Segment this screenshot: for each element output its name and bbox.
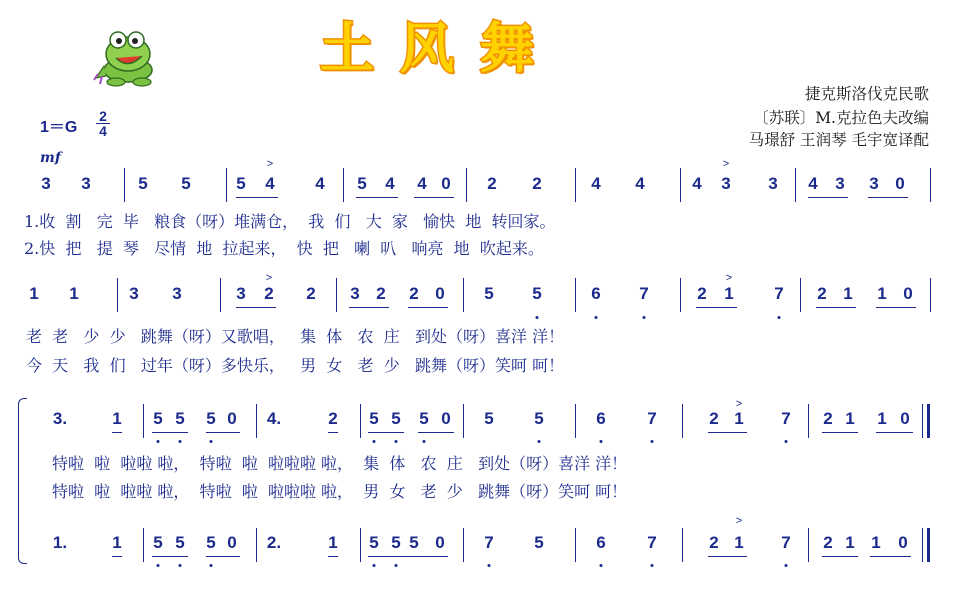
- note: 5: [206, 409, 216, 428]
- accent-mark: >: [725, 272, 733, 284]
- beam-underline: [696, 307, 737, 308]
- note: 5: [391, 533, 401, 552]
- bar-line: [808, 404, 809, 438]
- bar-line: [808, 528, 809, 562]
- octave-dot: [651, 440, 654, 443]
- note: 1: [871, 533, 881, 552]
- note: 3: [129, 284, 139, 303]
- note: 7: [639, 284, 649, 303]
- beam-underline: [708, 432, 747, 433]
- beam-underline: [349, 307, 389, 308]
- beam-underline: [708, 556, 747, 557]
- bar-line: [800, 278, 801, 312]
- bar-line: [463, 278, 464, 312]
- beam-underline: [356, 197, 398, 198]
- note: 4: [808, 174, 818, 193]
- beam-underline: [236, 197, 278, 198]
- octave-dot: [488, 564, 491, 567]
- note: 1: [112, 409, 122, 428]
- lyric-line-3: 老 老 少 少 跳舞（呀）又歌唱， 集 体 农 庄 到处（呀）喜洋 洋！: [26, 327, 565, 346]
- bar-line: [220, 278, 221, 312]
- note: 2: [823, 409, 833, 428]
- note: 1: [877, 409, 887, 428]
- note: 1: [877, 284, 887, 303]
- note: 1: [734, 533, 744, 552]
- beam-underline: [206, 432, 240, 433]
- note: 2: [409, 284, 419, 303]
- note: 6: [591, 284, 601, 303]
- bar-line: [117, 278, 118, 312]
- dynamic-marking: mf: [40, 150, 61, 166]
- note: 3: [768, 174, 778, 193]
- note: 1.: [52, 533, 68, 552]
- note: 4: [385, 174, 395, 193]
- octave-dot: [651, 564, 654, 567]
- lyric-line-6: 特啦 啦 啦啦 啦， 特啦 啦 啦啦啦 啦， 男 女 老 少 跳舞（呀）笑呵 呵！: [52, 482, 628, 501]
- beam-underline: [152, 556, 188, 557]
- bar-line: [575, 278, 576, 312]
- lyric-line-5: 特啦 啦 啦啦 啦， 特啦 啦 啦啦啦 啦， 集 体 农 庄 到处（呀）喜洋 洋！: [52, 454, 628, 473]
- note: 4: [591, 174, 601, 193]
- note: 3.: [52, 409, 68, 428]
- note: 2: [532, 174, 542, 193]
- octave-dot: [210, 564, 213, 567]
- beam-underline: [870, 556, 911, 557]
- beam-underline: [876, 432, 913, 433]
- note: 2: [328, 409, 338, 428]
- note: 5: [153, 533, 163, 552]
- beam-underline: [868, 197, 908, 198]
- note: 2: [306, 284, 316, 303]
- note: 1: [328, 533, 338, 552]
- note: 2: [709, 409, 719, 428]
- note: 4: [315, 174, 325, 193]
- note: 4.: [266, 409, 282, 428]
- note: 7: [484, 533, 494, 552]
- beam-underline: [112, 432, 122, 433]
- note: 0: [898, 533, 908, 552]
- note: 4: [692, 174, 702, 193]
- credit-arranger: 〔苏联〕M.克拉色夫改编: [753, 109, 929, 127]
- note: 5: [181, 174, 191, 193]
- bar-line: [360, 528, 361, 562]
- credit-origin: 捷克斯洛伐克民歌: [804, 85, 929, 103]
- note: 3: [721, 174, 731, 193]
- octave-dot: [179, 564, 182, 567]
- bar-line: [336, 278, 337, 312]
- note: 2: [709, 533, 719, 552]
- lyric-line-2: 2.快 把 提 琴 尽情 地 拉起来， 快 把 喇 叭 响亮 地 吹起来。: [24, 239, 544, 258]
- octave-dot: [536, 316, 539, 319]
- note: 1: [734, 409, 744, 428]
- bar-line: [466, 168, 467, 202]
- accent-mark: >: [266, 158, 274, 170]
- octave-dot: [785, 440, 788, 443]
- bar-line: [124, 168, 125, 202]
- bar-line: [256, 404, 257, 438]
- note: 1: [845, 409, 855, 428]
- note: 5: [419, 409, 429, 428]
- octave-dot: [538, 440, 541, 443]
- note: 7: [781, 409, 791, 428]
- beam-underline: [328, 432, 338, 433]
- note: 4: [265, 174, 275, 193]
- note: 2: [817, 284, 827, 303]
- note: 2: [264, 284, 274, 303]
- note: 0: [441, 409, 451, 428]
- note: 4: [417, 174, 427, 193]
- beam-underline: [876, 307, 916, 308]
- octave-dot: [643, 316, 646, 319]
- octave-dot: [600, 564, 603, 567]
- beam-underline: [408, 556, 448, 557]
- note: 5: [153, 409, 163, 428]
- note: 1: [112, 533, 122, 552]
- note: 3: [869, 174, 879, 193]
- bar-line: [360, 404, 361, 438]
- note: 5: [369, 409, 379, 428]
- bar-line: [930, 278, 931, 312]
- note: 2.: [266, 533, 282, 552]
- bar-line: [463, 528, 464, 562]
- lyric-line-4: 今 天 我 们 过年（呀）多快乐， 男 女 老 少 跳舞（呀）笑呵 呵！: [26, 356, 565, 375]
- bar-line: [682, 404, 683, 438]
- bar-line: [256, 528, 257, 562]
- bar-line: [680, 168, 681, 202]
- accent-mark: >: [735, 515, 743, 527]
- accent-mark: >: [735, 398, 743, 410]
- note: 5: [138, 174, 148, 193]
- final-bar-thick: [927, 404, 930, 438]
- note: 3: [81, 174, 91, 193]
- bar-line: [143, 404, 144, 438]
- octave-dot: [600, 440, 603, 443]
- note: 1: [69, 284, 79, 303]
- note: 5: [175, 409, 185, 428]
- accent-mark: >: [722, 158, 730, 170]
- note: 0: [895, 174, 905, 193]
- note: 3: [350, 284, 360, 303]
- bar-line: [575, 528, 576, 562]
- bar-line: [795, 168, 796, 202]
- time-signature-bottom: 4: [99, 123, 107, 139]
- beam-underline: [822, 556, 858, 557]
- octave-dot: [373, 440, 376, 443]
- note: 1: [724, 284, 734, 303]
- note: 7: [774, 284, 784, 303]
- octave-dot: [157, 564, 160, 567]
- note: 2: [697, 284, 707, 303]
- time-signature-top: 2: [99, 108, 107, 124]
- note: 5: [369, 533, 379, 552]
- note: 2: [376, 284, 386, 303]
- lyric-line-1: 1.收 割 完 毕 粮食（呀）堆满仓， 我 们 大 家 愉快 地 转回家。: [24, 212, 556, 231]
- beam-underline: [328, 556, 338, 557]
- bar-line: [682, 528, 683, 562]
- octave-dot: [210, 440, 213, 443]
- note: 0: [900, 409, 910, 428]
- bar-line: [680, 278, 681, 312]
- octave-dot: [395, 564, 398, 567]
- note: 5: [409, 533, 419, 552]
- octave-dot: [395, 440, 398, 443]
- bar-line: [226, 168, 227, 202]
- note: 0: [227, 533, 237, 552]
- song-title: 土风舞: [320, 17, 560, 80]
- note: 7: [647, 533, 657, 552]
- note: 3: [172, 284, 182, 303]
- section-bracket: [18, 398, 27, 564]
- note: 1: [29, 284, 39, 303]
- octave-dot: [785, 564, 788, 567]
- note: 2: [823, 533, 833, 552]
- beam-underline: [408, 307, 448, 308]
- beam-underline: [418, 432, 454, 433]
- beam-underline: [206, 556, 240, 557]
- note: 6: [596, 533, 606, 552]
- octave-dot: [595, 316, 598, 319]
- note: 3: [835, 174, 845, 193]
- note: 3: [41, 174, 51, 193]
- note: 0: [227, 409, 237, 428]
- beam-underline: [414, 197, 454, 198]
- note: 5: [534, 533, 544, 552]
- note: 5: [236, 174, 246, 193]
- bar-line: [930, 168, 931, 202]
- beam-underline: [808, 197, 848, 198]
- key-signature: 1＝G: [40, 119, 78, 136]
- beam-underline: [236, 307, 276, 308]
- note: 7: [647, 409, 657, 428]
- final-bar-thin: [922, 404, 923, 438]
- note: 5: [534, 409, 544, 428]
- note: 0: [435, 533, 445, 552]
- note: 7: [781, 533, 791, 552]
- bar-line: [343, 168, 344, 202]
- credit-translators: 马璟舒 王润琴 毛宇宽译配: [748, 131, 929, 149]
- beam-underline: [152, 432, 188, 433]
- bar-line: [463, 404, 464, 438]
- final-bar-thin: [922, 528, 923, 562]
- note: 4: [635, 174, 645, 193]
- note: 5: [357, 174, 367, 193]
- bar-line: [575, 404, 576, 438]
- note: 0: [441, 174, 451, 193]
- octave-dot: [423, 440, 426, 443]
- octave-dot: [373, 564, 376, 567]
- accent-mark: >: [265, 272, 273, 284]
- final-bar-thick: [927, 528, 930, 562]
- note: 5: [484, 284, 494, 303]
- beam-underline: [816, 307, 856, 308]
- note: 0: [435, 284, 445, 303]
- note: 5: [532, 284, 542, 303]
- note: 1: [845, 533, 855, 552]
- beam-underline: [822, 432, 858, 433]
- note: 5: [484, 409, 494, 428]
- note: 0: [903, 284, 913, 303]
- note: 1: [843, 284, 853, 303]
- beam-underline: [368, 432, 404, 433]
- time-signature: [96, 110, 110, 137]
- note: 5: [391, 409, 401, 428]
- bar-line: [575, 168, 576, 202]
- octave-dot: [778, 316, 781, 319]
- bar-line: [143, 528, 144, 562]
- note: 5: [175, 533, 185, 552]
- note: 6: [596, 409, 606, 428]
- note: 3: [236, 284, 246, 303]
- frog-logo-icon: [92, 26, 162, 88]
- note: 2: [487, 174, 497, 193]
- beam-underline: [112, 556, 122, 557]
- note: 5: [206, 533, 216, 552]
- octave-dot: [179, 440, 182, 443]
- octave-dot: [157, 440, 160, 443]
